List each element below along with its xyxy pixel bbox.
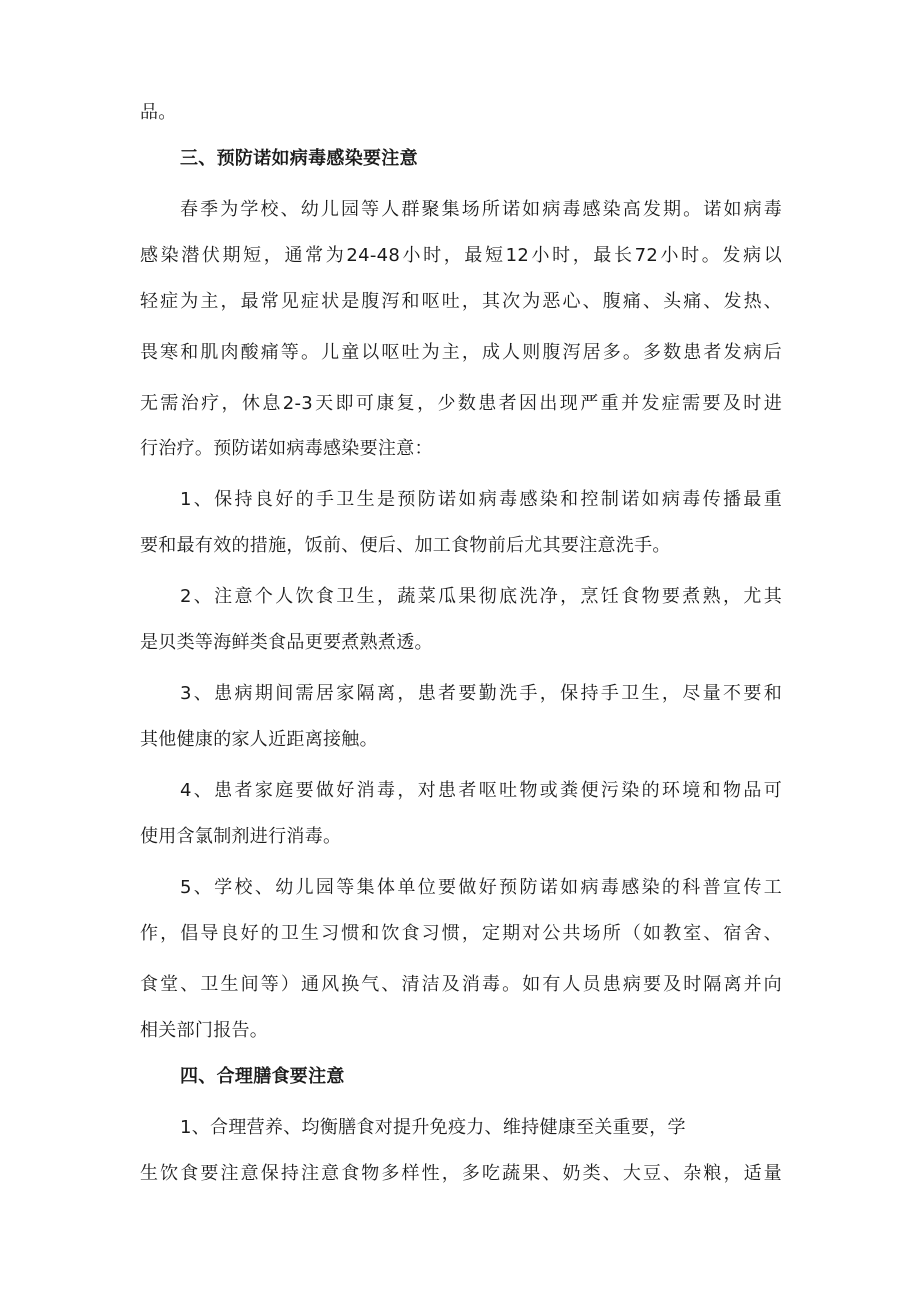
list-item-2-line: 2、注意个人饮食卫生，蔬菜瓜果彻底洗净，烹饪食物要煮熟，尤其 — [180, 586, 782, 607]
paragraph-line: 春季为学校、幼儿园等人群聚集场所诺如病毒感染高发期。诺如病毒 — [180, 199, 782, 220]
paragraph-line: 无需治疗，休息2-3天即可康复，少数患者因出现严重并发症需要及时进 — [140, 393, 782, 414]
list-item-3-line: 3、患病期间需居家隔离，患者要勤洗手，保持手卫生，尽量不要和 — [180, 683, 782, 704]
list-item-4-line: 使用含氯制剂进行消毒。 — [140, 826, 342, 847]
paragraph-line: 品。 — [140, 102, 177, 123]
paragraph-line: 畏寒和肌肉酸痛等。儿童以呕吐为主，成人则腹泻居多。多数患者发病后 — [140, 342, 782, 363]
paragraph-line: 行治疗。预防诺如病毒感染要注意： — [140, 438, 433, 459]
list-item-5-line: 作，倡导良好的卫生习惯和饮食习惯，定期对公共场所（如教室、宿舍、 — [140, 923, 782, 944]
paragraph-line: 轻症为主，最常见症状是腹泻和呕吐，其次为恶心、腹痛、头痛、发热、 — [140, 291, 782, 312]
list-item-4-line: 4、患者家庭要做好消毒，对患者呕吐物或粪便污染的环境和物品可 — [180, 780, 782, 801]
list-item-5-line: 食堂、卫生间等）通风换气、清洁及消毒。如有人员患病要及时隔离并向 — [140, 974, 782, 995]
list-item-1-line: 要和最有效的措施，饭前、便后、加工食物前后尤其要注意洗手。 — [140, 535, 671, 556]
section-heading-3: 三、预防诺如病毒感染要注意 — [180, 148, 418, 169]
list-item-1-line: 1、保持良好的手卫生是预防诺如病毒感染和控制诺如病毒传播最重 — [180, 489, 782, 510]
paragraph-line: 感染潜伏期短，通常为24-48小时，最短12小时，最长72小时。发病以 — [140, 245, 782, 266]
list-item-3-line: 其他健康的家人近距离接触。 — [140, 729, 378, 750]
list-item-5-line: 5、学校、幼儿园等集体单位要做好预防诺如病毒感染的科普宣传工 — [180, 877, 782, 898]
section-heading-4: 四、合理膳食要注意 — [180, 1066, 345, 1087]
list-item-2-line: 是贝类等海鲜类食品更要煮熟煮透。 — [140, 632, 433, 653]
list-item-5-line: 相关部门报告。 — [140, 1020, 269, 1041]
list-item-1-line: 生饮食要注意保持注意食物多样性，多吃蔬果、奶类、大豆、杂粮，适量 — [140, 1163, 782, 1184]
list-item-1-line: 1、合理营养、均衡膳食对提升免疫力、维持健康至关重要，学 — [180, 1117, 686, 1138]
